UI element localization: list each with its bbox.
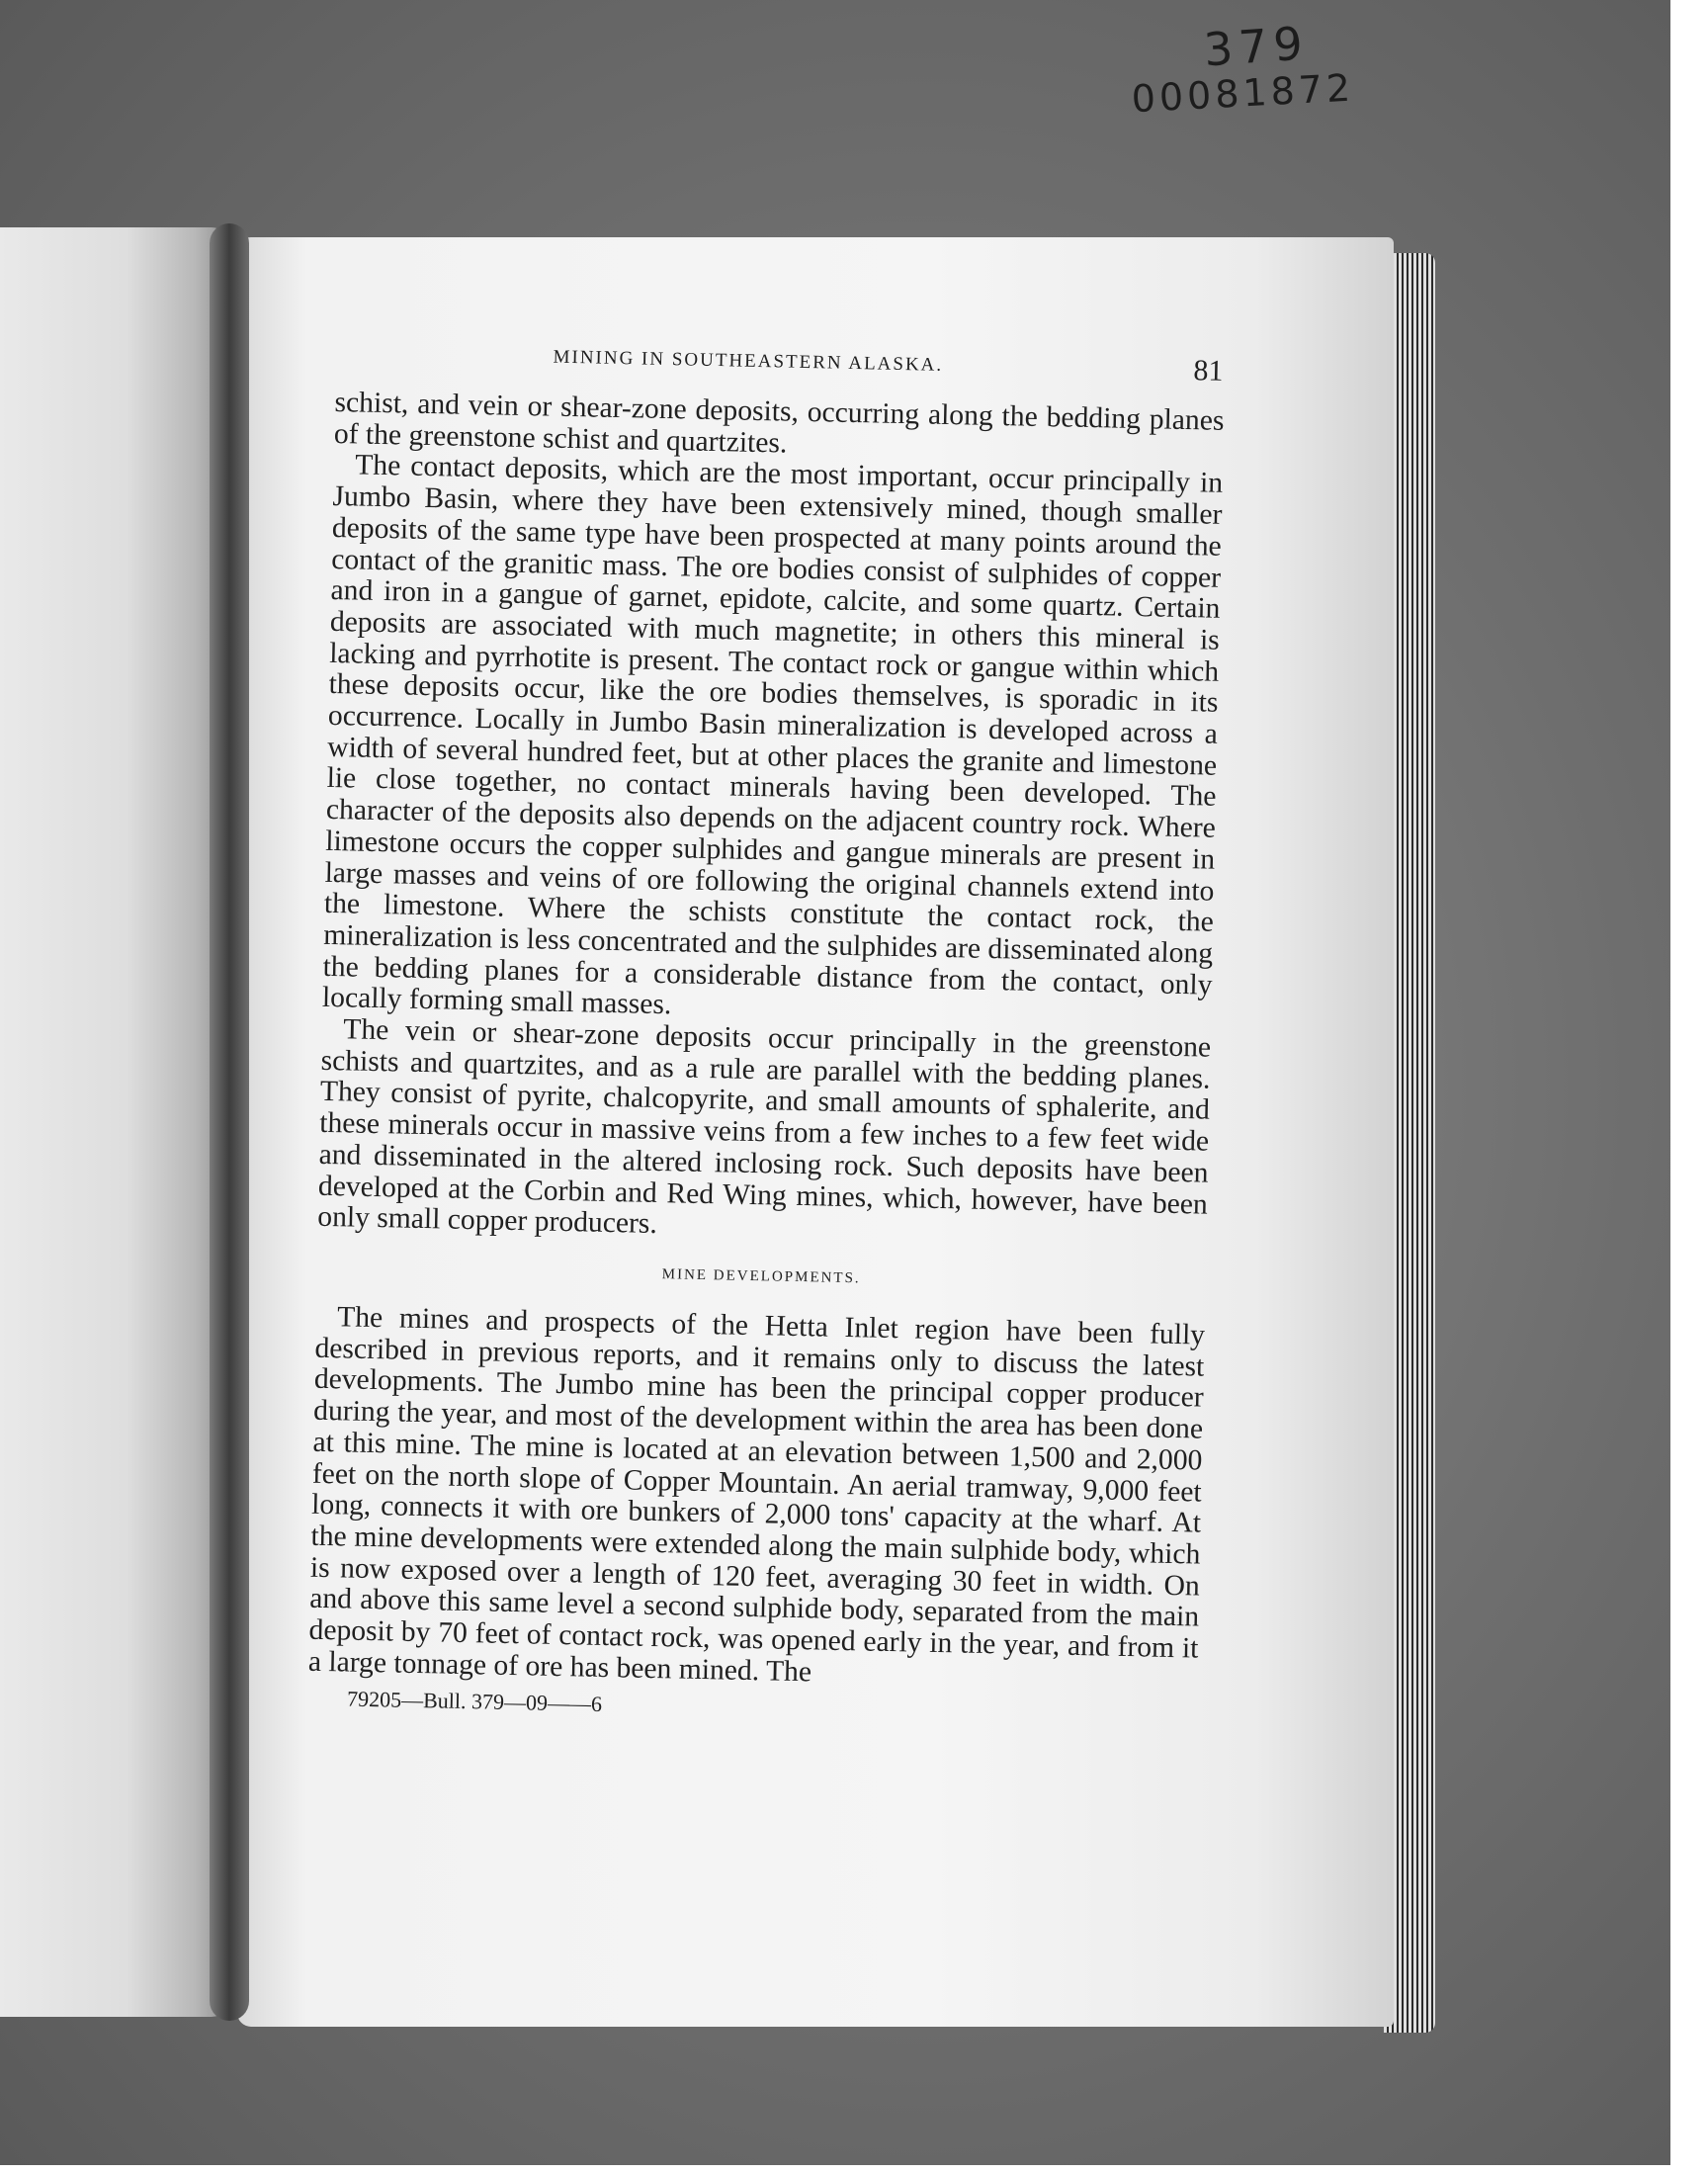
paragraph: The vein or shear-zone deposits occur principally in the greenstone schists and quartzites, and as a rule are parallel with the bedding planes. They consist of pyrite, chalcopyrite, and small amounts of sphalerite, and these minerals occur in massive veins from a few inches to a few feet wide and disseminated in the altered inclosing rock. Such deposits have been developed at the Corbin and Red Wing mines, which, however, have been only small copper producers.	[316, 1013, 1212, 1241]
left-page-edge	[0, 227, 229, 2017]
running-title: MINING IN SOUTHEASTERN ALASKA.	[553, 346, 944, 376]
section-heading: MINE DEVELOPMENTS.	[661, 1266, 861, 1287]
paragraph: The mines and prospects of the Hetta Inlet region have been fully described in previous reports, and it remains only to discuss the latest developments. The Jumbo mine has been the principal copper producer during the year, and most of the development within the area has been done at this mine. The mine is located at an elevation between 1,500 and 2,000 feet on the north slope of Copper Mountain. An aerial tramway, 9,000 feet long, connects it with ore bunkers of 2,000 tons' capacity at the wharf. At the mine developments were extended along the main sulphide body, which is now exposed over a length of 120 feet, averaging 30 feet in width. On and above this same level a second sulphide body, separated from the main deposit by 70 feet of contact rock, was opened early in the year, and from it a large tonnage of ore has been mined. The	[307, 1301, 1206, 1689]
book-gutter	[210, 223, 249, 2021]
paragraph: The contact deposits, which are the most important, occur principally in Jumbo Basin, where they have been extensively mined, though smaller deposits of the same type have been prospected at many points around the contact of the granitic mass. The ore bodies consist of sulphides of copper and iron in a gangue of garnet, epidote, calcite, and some quartz. Certain deposits are associated with much magnetite; in others this mineral is lacking and pyrrhotite is present. The contact rock or gangue within which these deposits occur, like the ore bodies themselves, is sporadic in its occurrence. Locally in Jumbo Basin mineralization is developed across a width of several hundred feet, but at other places the granite and limestone lie close together, no contact minerals having been developed. The character of the deposits also depends on the adjacent country rock. Where limestone occurs the copper sulphides and gangue minerals are present in large masses and veins of ore following the original channels extend into the limestone. Where the schists constitute the contact rock, the mineralization is less concentrated and the sulphides are disseminated along the bedding planes for a considerable distance from the contact, only locally forming small masses.	[321, 449, 1224, 1021]
handwritten-annotation-bottom: 00081872	[1130, 65, 1356, 122]
page-text	[307, 336, 1226, 1730]
signature-line: 79205—Bull. 379—09——6	[346, 1686, 603, 1717]
paragraph: schist, and vein or shear-zone deposits, occurring along the bedding planes of the greenstone schist and quartzites.	[333, 386, 1225, 460]
page-number: 81	[1193, 354, 1224, 388]
handwritten-annotation-top: 379	[1202, 16, 1311, 77]
